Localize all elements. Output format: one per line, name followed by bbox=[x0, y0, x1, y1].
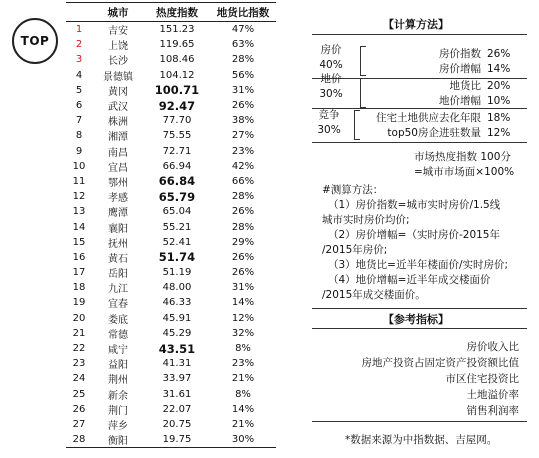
rank-cell: 1 bbox=[75, 24, 83, 36]
index-cell: 66.84 bbox=[158, 174, 196, 189]
rank-cell: 8 bbox=[75, 130, 83, 142]
city-cell: 南昌 bbox=[108, 147, 128, 159]
city-cell: 株洲 bbox=[108, 117, 128, 129]
reference-top-rule bbox=[312, 308, 527, 309]
ratio-cell: 23% bbox=[231, 358, 255, 370]
group-weight: 30% bbox=[319, 88, 343, 100]
rank-cell: 25 bbox=[72, 388, 86, 400]
table-row bbox=[66, 219, 276, 234]
method-item: top50房企进驻数量 12% bbox=[387, 127, 511, 139]
table-row bbox=[66, 128, 276, 143]
index-cell: 55.21 bbox=[162, 221, 192, 233]
method-rule bbox=[312, 142, 527, 143]
reference-rule bbox=[312, 328, 527, 329]
ranking-table bbox=[66, 2, 276, 448]
formula-line-2: =城市市场面×100% bbox=[414, 166, 515, 178]
note-line: 城市实时房价均价; bbox=[322, 214, 410, 226]
table-header bbox=[66, 2, 276, 22]
table-body bbox=[66, 22, 276, 448]
group-brace bbox=[360, 46, 366, 76]
ratio-cell: 21% bbox=[231, 418, 255, 430]
index-cell: 31.61 bbox=[162, 388, 192, 400]
index-cell: 46.33 bbox=[162, 297, 192, 309]
index-cell: 19.75 bbox=[162, 434, 192, 446]
ratio-cell: 66% bbox=[231, 175, 255, 187]
city-cell: 岳阳 bbox=[108, 269, 128, 281]
ratio-cell: 8% bbox=[235, 388, 251, 400]
index-cell: 100.71 bbox=[154, 83, 200, 98]
ratio-cell: 42% bbox=[231, 160, 255, 172]
header-city: 城市 bbox=[107, 6, 129, 19]
table-row bbox=[66, 113, 276, 128]
table-row bbox=[66, 250, 276, 265]
table-row bbox=[66, 417, 276, 432]
ratio-cell: 28% bbox=[231, 221, 255, 233]
city-cell: 咸宁 bbox=[108, 345, 128, 357]
ratio-cell: 26% bbox=[231, 100, 255, 112]
rank-cell: 23 bbox=[72, 358, 86, 370]
index-cell: 104.12 bbox=[159, 69, 195, 81]
rank-cell: 6 bbox=[75, 100, 83, 112]
table-row bbox=[66, 371, 276, 386]
index-cell: 108.46 bbox=[159, 54, 195, 66]
reference-bottom-rule bbox=[312, 421, 527, 422]
ratio-cell: 14% bbox=[231, 297, 255, 309]
rank-cell: 20 bbox=[72, 312, 86, 324]
rank-cell: 2 bbox=[75, 39, 83, 51]
city-cell: 上饶 bbox=[108, 41, 128, 53]
table-row bbox=[66, 356, 276, 371]
ratio-cell: 38% bbox=[231, 115, 255, 127]
group-weight: 40% bbox=[319, 59, 343, 71]
table-row bbox=[66, 280, 276, 295]
ratio-cell: 32% bbox=[231, 327, 255, 339]
reference-item: 房地产投资占固定资产投资额比值 bbox=[361, 357, 519, 369]
rank-cell: 12 bbox=[72, 191, 86, 203]
index-cell: 20.75 bbox=[162, 418, 192, 430]
method-item: 房价指数 26% bbox=[439, 48, 511, 60]
city-cell: 益阳 bbox=[108, 360, 128, 372]
index-cell: 45.29 bbox=[162, 327, 192, 339]
note-line: （1）房价指数=城市实时房价/1.5线 bbox=[328, 199, 501, 211]
formula-line-1: 市场热度指数 100分 bbox=[414, 151, 511, 163]
reference-title: 【参考指标】 bbox=[383, 313, 449, 326]
table-row bbox=[66, 265, 276, 280]
table-row bbox=[66, 68, 276, 83]
city-cell: 宜昌 bbox=[108, 162, 128, 174]
rank-cell: 14 bbox=[72, 221, 86, 233]
index-cell: 45.91 bbox=[162, 312, 192, 324]
table-row bbox=[66, 189, 276, 204]
city-cell: 孝感 bbox=[108, 193, 128, 205]
city-cell: 常德 bbox=[108, 329, 128, 341]
city-cell: 荆州 bbox=[108, 375, 128, 387]
rank-cell: 22 bbox=[72, 343, 86, 355]
rank-cell: 5 bbox=[75, 84, 83, 96]
group-brace bbox=[360, 78, 366, 108]
index-cell: 41.31 bbox=[162, 358, 192, 370]
index-cell: 65.79 bbox=[158, 189, 196, 204]
rank-cell: 18 bbox=[72, 282, 86, 294]
city-cell: 萍乡 bbox=[108, 420, 128, 432]
ratio-cell: 28% bbox=[231, 54, 255, 66]
rank-cell: 17 bbox=[72, 267, 86, 279]
group-competition bbox=[312, 108, 346, 138]
city-cell: 娄底 bbox=[108, 314, 128, 326]
group-brace bbox=[354, 110, 360, 140]
index-cell: 51.19 bbox=[162, 267, 192, 279]
city-cell: 新余 bbox=[108, 390, 128, 402]
ratio-cell: 29% bbox=[231, 236, 255, 248]
table-row bbox=[66, 159, 276, 174]
index-cell: 66.94 bbox=[162, 160, 192, 172]
city-cell: 抚州 bbox=[108, 238, 128, 250]
index-cell: 51.74 bbox=[158, 250, 196, 265]
method-top-rule bbox=[312, 34, 527, 35]
city-cell: 宜春 bbox=[108, 299, 128, 311]
city-cell: 衡阳 bbox=[108, 436, 128, 448]
ratio-cell: 23% bbox=[231, 145, 255, 157]
city-cell: 九江 bbox=[108, 284, 128, 296]
group-name: 房价 bbox=[320, 44, 342, 56]
note-line: （3）地货比=近半年楼面价/实时房价; bbox=[328, 259, 509, 271]
table-row bbox=[66, 387, 276, 402]
index-cell: 52.41 bbox=[162, 236, 192, 248]
rank-cell: 4 bbox=[75, 69, 83, 81]
group-land-price bbox=[314, 72, 348, 102]
table-row bbox=[66, 311, 276, 326]
ratio-cell: 27% bbox=[231, 130, 255, 142]
city-cell: 黄石 bbox=[108, 253, 128, 265]
table-row bbox=[66, 52, 276, 67]
city-cell: 鄂州 bbox=[108, 177, 128, 189]
header-ratio: 地货比指数 bbox=[216, 6, 270, 19]
city-cell: 武汉 bbox=[108, 102, 128, 114]
reference-item: 房价收入比 bbox=[466, 341, 519, 353]
index-cell: 72.71 bbox=[162, 145, 192, 157]
rank-cell: 15 bbox=[72, 236, 86, 248]
rank-cell: 24 bbox=[72, 373, 86, 385]
ratio-cell: 63% bbox=[231, 39, 255, 51]
table-row bbox=[66, 174, 276, 189]
group-house-price bbox=[314, 43, 348, 73]
rank-cell: 3 bbox=[75, 54, 83, 66]
city-cell: 黄冈 bbox=[108, 86, 128, 98]
group-weight: 30% bbox=[317, 124, 341, 136]
table-row bbox=[66, 402, 276, 417]
table-row bbox=[66, 295, 276, 310]
note-line: （2）房价增幅=（实时房价-2015年 bbox=[328, 229, 500, 241]
ratio-cell: 8% bbox=[235, 343, 251, 355]
notes-title: #测算方法： bbox=[322, 184, 384, 196]
index-cell: 119.65 bbox=[159, 39, 195, 51]
ratio-cell: 47% bbox=[231, 24, 255, 36]
header-index: 热度指数 bbox=[156, 6, 198, 19]
note-line: /2015年房价; bbox=[322, 244, 388, 256]
table-row bbox=[66, 432, 276, 448]
index-cell: 43.51 bbox=[158, 341, 196, 356]
city-cell: 景德镇 bbox=[103, 71, 133, 83]
ratio-cell: 26% bbox=[231, 206, 255, 218]
table-row bbox=[66, 144, 276, 159]
index-cell: 33.97 bbox=[162, 373, 192, 385]
ratio-cell: 21% bbox=[231, 373, 255, 385]
city-cell: 襄阳 bbox=[108, 223, 128, 235]
table-row bbox=[66, 98, 276, 113]
method-title: 【计算方法】 bbox=[383, 18, 449, 31]
ratio-cell: 31% bbox=[231, 84, 255, 96]
ratio-cell: 12% bbox=[231, 312, 255, 324]
ratio-cell: 14% bbox=[231, 403, 255, 415]
rank-cell: 11 bbox=[72, 175, 86, 187]
index-cell: 151.23 bbox=[159, 24, 195, 36]
table-row bbox=[66, 341, 276, 356]
table-row bbox=[66, 22, 276, 37]
ratio-cell: 28% bbox=[231, 191, 255, 203]
ratio-cell: 26% bbox=[231, 267, 255, 279]
rank-cell: 7 bbox=[75, 115, 83, 127]
table-row bbox=[66, 326, 276, 341]
index-cell: 92.47 bbox=[158, 98, 196, 113]
index-cell: 22.07 bbox=[162, 403, 192, 415]
table-row bbox=[66, 204, 276, 219]
rank-cell: 26 bbox=[72, 403, 86, 415]
footnote: *数据来源为中指数据、吉屋网。 bbox=[345, 434, 498, 446]
reference-item: 土地溢价率 bbox=[466, 389, 519, 401]
rank-cell: 19 bbox=[72, 297, 86, 309]
city-cell: 鹰潭 bbox=[108, 208, 128, 220]
city-cell: 荆门 bbox=[108, 405, 128, 417]
note-line: /2015年成交楼面价。 bbox=[322, 289, 426, 301]
table-row bbox=[66, 83, 276, 98]
method-item: 房价增幅 14% bbox=[439, 63, 511, 75]
index-cell: 48.00 bbox=[162, 282, 192, 294]
rank-cell: 16 bbox=[72, 251, 86, 263]
top-badge: TOP bbox=[12, 18, 58, 64]
rank-cell: 10 bbox=[72, 160, 86, 172]
method-item: 地货比 20% bbox=[449, 80, 511, 92]
ratio-cell: 56% bbox=[231, 69, 255, 81]
rank-cell: 21 bbox=[72, 327, 86, 339]
rank-cell: 13 bbox=[72, 206, 86, 218]
index-cell: 75.55 bbox=[162, 130, 192, 142]
method-item: 地价增幅 10% bbox=[439, 95, 511, 107]
ratio-cell: 26% bbox=[231, 251, 255, 263]
index-cell: 65.04 bbox=[162, 206, 192, 218]
ratio-cell: 30% bbox=[231, 434, 255, 446]
city-cell: 长沙 bbox=[108, 56, 128, 68]
reference-item: 市区住宅投资比 bbox=[445, 373, 519, 385]
table-row bbox=[66, 235, 276, 250]
rank-cell: 28 bbox=[72, 434, 86, 446]
note-line: （4）地价增幅=近半年成交楼面价 bbox=[328, 274, 491, 286]
city-cell: 吉安 bbox=[108, 26, 128, 38]
rank-cell: 27 bbox=[72, 418, 86, 430]
city-cell: 湘潭 bbox=[108, 132, 128, 144]
group-name: 竞争 bbox=[318, 109, 340, 121]
ratio-cell: 31% bbox=[231, 282, 255, 294]
index-cell: 77.70 bbox=[162, 115, 192, 127]
reference-item: 销售利润率 bbox=[466, 405, 519, 417]
table-row bbox=[66, 37, 276, 52]
method-item: 住宅土地供应去化年限 18% bbox=[376, 112, 511, 124]
rank-cell: 9 bbox=[75, 145, 83, 157]
group-name: 地价 bbox=[320, 73, 342, 85]
